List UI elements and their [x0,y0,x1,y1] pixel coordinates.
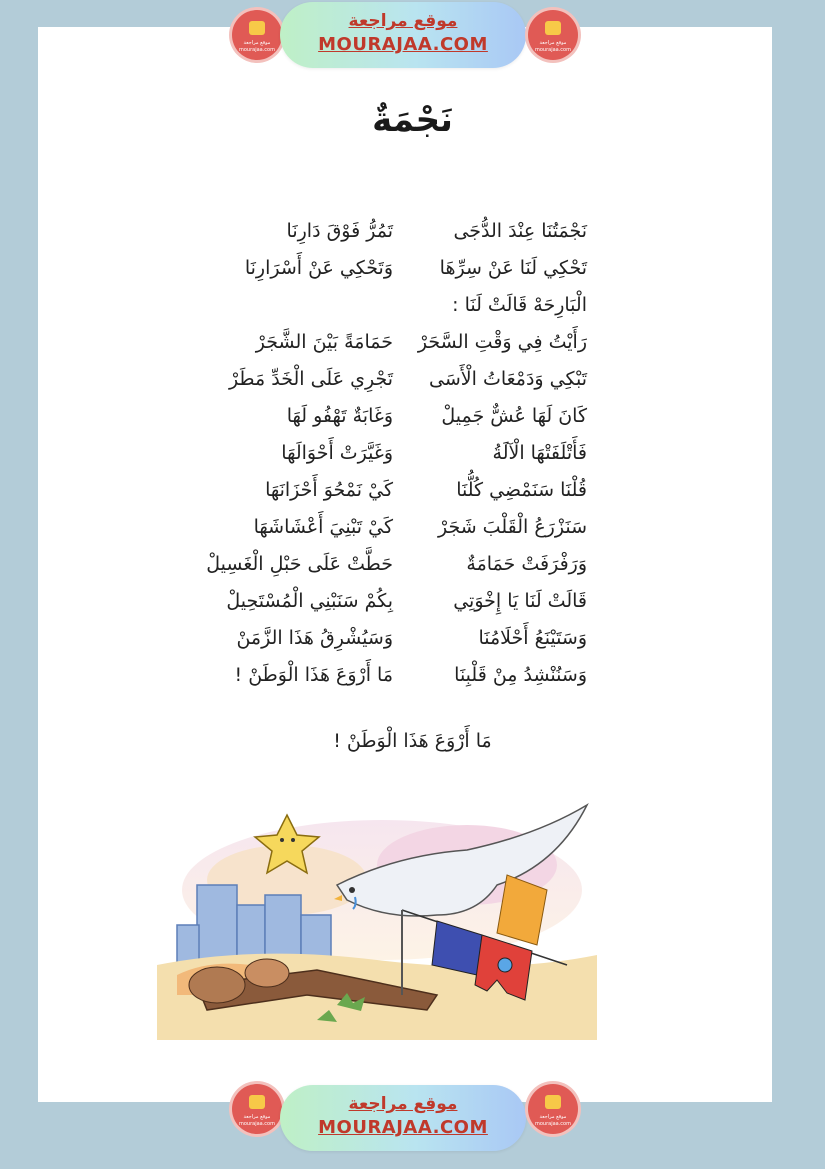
verse-right-hemistich: قَالَتْ لَنَا يَا إِخْوَتِي [453,590,587,612]
poem-verse [0,516,825,546]
verse-right-hemistich: قُلْنَا سَنَمْضِي كُلُّنَا [456,479,587,501]
verse-right-hemistich: كَانَ لَهَا عُشٌّ جَمِيلْ [441,405,587,427]
verse-right-hemistich: نَجْمَتُنَا عِنْدَ الدُّجَى [453,220,587,242]
verse-left-hemistich: وَتَحْكِي عَنْ أَسْرَارِنَا [244,257,393,279]
poem-verse [0,479,825,509]
poem-verse [0,442,825,472]
logo-text-latin: mourajaa.com [534,1121,571,1127]
logo-mark-icon [249,1095,265,1109]
site-logo-left[interactable] [232,10,282,60]
site-banner-top[interactable] [280,2,526,68]
verse-left-hemistich: وَغَيَّرَتْ أَحْوَالَهَا [281,442,393,464]
poem-verse [0,664,825,694]
verse-right-hemistich: وَرَفْرَفَتْ حَمَامَةٌ [466,553,587,575]
verse-right-hemistich: رَأَيْتُ فِي وَقْتِ السَّحَرْ [417,331,587,353]
verse-left-hemistich: وَغَابَةٌ تَهْفُو لَهَا [286,405,393,427]
poem-verse [0,331,825,361]
verse-left-hemistich: حَمَامَةً بَيْنَ الشَّجَرْ [255,331,393,353]
site-logo-left[interactable] [232,1084,282,1134]
verse-left-hemistich: بِكُمْ سَنَبْنِي الْمُسْتَحِيلْ [226,590,393,612]
verse-left-hemistich: تَجْرِي عَلَى الْخَدِّ مَطَرْ [228,368,393,390]
verse-right-hemistich: سَنَزْرَعُ الْقَلْبَ شَجَرْ [437,516,587,538]
logo-text-latin: mourajaa.com [238,47,275,53]
logo-text-arabic: موقع مراجعة [539,1114,567,1120]
banner-arabic-link[interactable]: موقع مراجعة [348,11,458,31]
verse-left-hemistich: حَطَّتْ عَلَى حَبْلِ الْغَسِيلْ [206,553,393,575]
poem-title: نَجْمَةٌ [372,100,453,140]
logo-text-latin: mourajaa.com [534,47,571,53]
site-logo-right[interactable] [528,10,578,60]
banner-arabic-link[interactable]: موقع مراجعة [348,1094,458,1114]
verse-left-hemistich: وَسَيُشْرِقُ هَذَا الزَّمَنْ [236,627,393,649]
poem-verse [0,627,825,657]
logo-text-latin: mourajaa.com [238,1121,275,1127]
poem-verse [0,257,825,287]
closing-line: مَا أَرْوَعَ هَذَا الْوَطَنْ ! [333,730,492,752]
poem-verse [0,368,825,398]
verse-right-hemistich: تَحْكِي لَنَا عَنْ سِرِّهَا [439,257,587,279]
banner-url-link[interactable]: MOURAJAA.COM [318,1117,488,1138]
verse-right-hemistich: تَبْكِي وَدَمْعَاتُ الْأَسَى [429,368,587,390]
verse-right-hemistich: الْبَارِحَهْ قَالَتْ لَنَا : [452,294,587,316]
logo-text-arabic: موقع مراجعة [539,40,567,46]
logo-mark-icon [545,1095,561,1109]
poem-verse [0,220,825,250]
poem-verse [0,405,825,435]
logo-mark-icon [249,21,265,35]
verse-left-hemistich: كَيْ تَبْنِيَ أَعْشَاشَهَا [253,516,393,538]
verse-right-hemistich: وَسَنُنْشِدُ مِنْ قَلْبِنَا [454,664,587,686]
logo-text-arabic: موقع مراجعة [243,1114,271,1120]
poem-illustration [137,795,609,1040]
poem-verse [0,590,825,620]
logo-mark-icon [545,21,561,35]
logo-text-arabic: موقع مراجعة [243,40,271,46]
banner-url-link[interactable]: MOURAJAA.COM [318,34,488,55]
poem-verse [0,294,825,324]
site-banner-bottom[interactable] [280,1085,526,1151]
verse-right-hemistich: وَسَتَيْنَعُ أَحْلَامُنَا [478,627,587,649]
verse-left-hemistich: تَمُرُّ فَوْقَ دَارِنَا [286,220,393,242]
site-logo-right[interactable] [528,1084,578,1134]
verse-right-hemistich: فَأَتْلَفَتْهَا الْآلَةُ [492,442,587,464]
verse-left-hemistich: مَا أَرْوَعَ هَذَا الْوَطَنْ ! [234,664,393,686]
poem-verse [0,553,825,583]
verse-left-hemistich: كَيْ نَمْحُوَ أَحْزَانَهَا [265,479,393,501]
